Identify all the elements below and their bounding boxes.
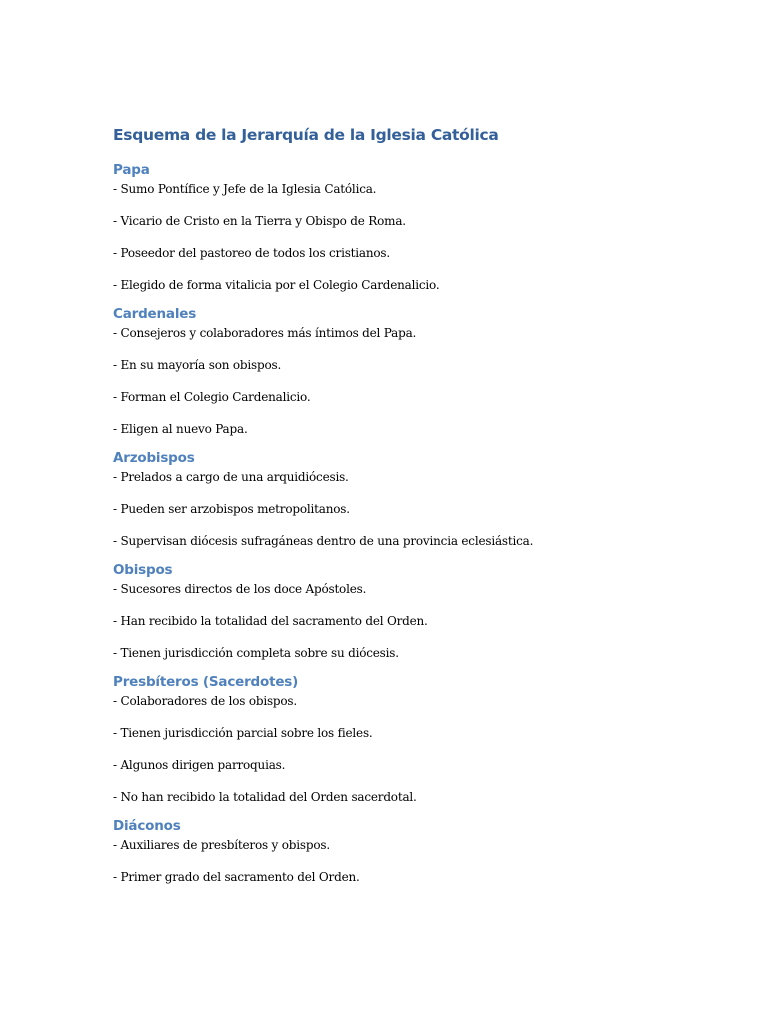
section-obispos	[113, 560, 713, 663]
list-item: - Primer grado del sacramento del Orden.	[113, 870, 360, 884]
list-item: - Pueden ser arzobispos metropolitanos.	[113, 502, 350, 516]
list-item: - Sumo Pontífice y Jefe de la Iglesia Católica.	[113, 182, 377, 196]
list-item: - Supervisan diócesis sufragáneas dentro de una provincia eclesiástica.	[113, 534, 534, 548]
list-item: - No han recibido la totalidad del Orden sacerdotal.	[113, 790, 417, 804]
section-heading: Diáconos	[113, 818, 181, 834]
section-presbiteros	[113, 672, 713, 807]
document-page	[113, 123, 713, 896]
section-papa	[113, 160, 713, 295]
list-item: - Vicario de Cristo en la Tierra y Obispo de Roma.	[113, 214, 406, 228]
list-item: - Tienen jurisdicción parcial sobre los fieles.	[113, 726, 373, 740]
list-item: - En su mayoría son obispos.	[113, 358, 282, 372]
list-item: - Tienen jurisdicción completa sobre su diócesis.	[113, 646, 399, 660]
section-cardenales	[113, 304, 713, 439]
list-item: - Forman el Colegio Cardenalicio.	[113, 390, 311, 404]
section-heading: Cardenales	[113, 306, 197, 322]
list-item: - Colaboradores de los obispos.	[113, 694, 297, 708]
section-heading: Obispos	[113, 562, 173, 578]
section-heading: Arzobispos	[113, 450, 195, 466]
list-item: - Auxiliares de presbíteros y obispos.	[113, 838, 330, 852]
section-heading: Papa	[113, 162, 150, 178]
list-item: - Algunos dirigen parroquias.	[113, 758, 286, 772]
list-item: - Eligen al nuevo Papa.	[113, 422, 248, 436]
list-item: - Consejeros y colaboradores más íntimos del Papa.	[113, 326, 417, 340]
document-title: Esquema de la Jerarquía de la Iglesia Católica	[113, 126, 499, 144]
section-diaconos	[113, 816, 713, 887]
list-item: - Han recibido la totalidad del sacramento del Orden.	[113, 614, 428, 628]
section-heading: Presbíteros (Sacerdotes)	[113, 674, 299, 690]
list-item: - Elegido de forma vitalicia por el Colegio Cardenalicio.	[113, 278, 440, 292]
list-item: - Poseedor del pastoreo de todos los cristianos.	[113, 246, 391, 260]
list-item: - Sucesores directos de los doce Apóstoles.	[113, 582, 367, 596]
list-item: - Prelados a cargo de una arquidiócesis.	[113, 470, 349, 484]
section-arzobispos	[113, 448, 713, 551]
